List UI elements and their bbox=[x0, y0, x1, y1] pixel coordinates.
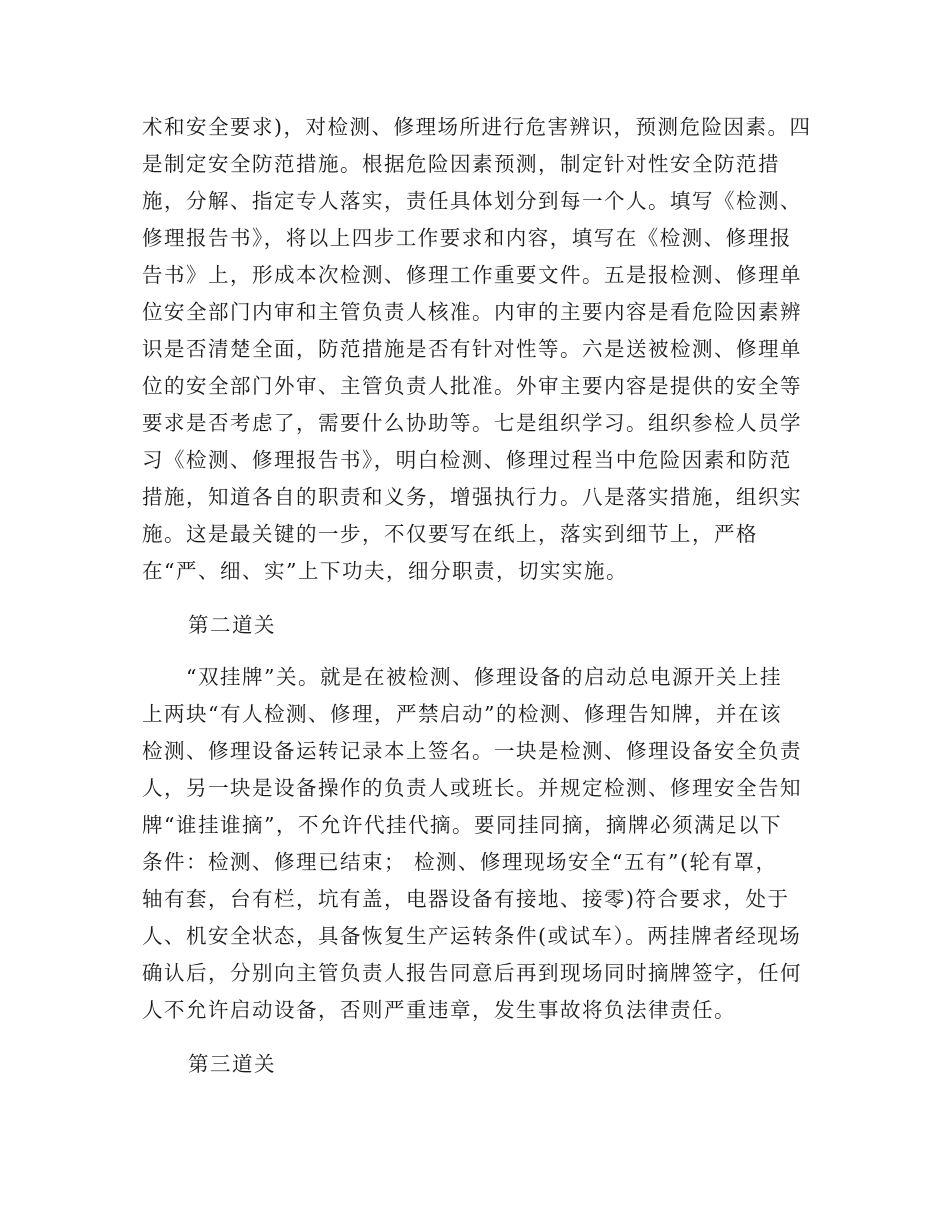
paragraph-line: 牌“谁挂谁摘”，不允许代挂代摘。要同挂同摘，摘牌必须满足以下 bbox=[142, 813, 782, 837]
paragraph-line: 告书》上，形成本次检测、修理工作重要文件。五是报检测、修理单 bbox=[142, 263, 802, 287]
paragraph-line: 位的安全部门外审、主管负责人批准。外审主要内容是提供的安全等 bbox=[142, 374, 802, 398]
paragraph-line: 确认后，分别向主管负责人报告同意后再到现场同时摘牌签字，任何 bbox=[142, 961, 802, 985]
paragraph-line: 术和安全要求)，对检测、修理场所进行危害辨识，预测危险因素。四 bbox=[142, 115, 812, 139]
paragraph-line: 识是否清楚全面，防范措施是否有针对性等。六是送被检测、修理单 bbox=[142, 337, 802, 361]
paragraph-line: 要求是否考虑了，需要什么协助等。七是组织学习。组织参检人员学 bbox=[142, 411, 802, 435]
paragraph-line: 检测、修理设备运转记录本上签名。一块是检测、修理设备安全负责 bbox=[142, 739, 802, 763]
paragraph-line: 位安全部门内审和主管负责人核准。内审的主要内容是看危险因素辨 bbox=[142, 300, 802, 324]
paragraph-line: 条件：检测、修理已结束； 检测、修理现场安全“五有”(轮有罩， bbox=[142, 850, 778, 874]
section-heading-2: 第二道关 bbox=[188, 613, 276, 637]
paragraph-line: 人、机安全状态，具备恢复生产运转条件(或试车）。两挂牌者经现场 bbox=[142, 924, 802, 948]
paragraph-line: 习《检测、修理报告书》，明白检测、修理过程当中危险因素和防范 bbox=[142, 448, 792, 472]
paragraph-line: 修理报告书》，将以上四步工作要求和内容，填写在《检测、修理报 bbox=[142, 226, 792, 250]
paragraph-line: 在“严、细、实”上下功夫，细分职责，切实实施。 bbox=[142, 559, 628, 583]
paragraph-line: 施，分解、指定专人落实，责任具体划分到每一个人。填写《检测、 bbox=[142, 189, 802, 213]
paragraph-line: 上两块“有人检测、修理，严禁启动”的检测、修理告知牌，并在该 bbox=[142, 702, 782, 726]
paragraph-line: 措施，知道各自的职责和义务，增强执行力。八是落实措施，组织实 bbox=[142, 485, 802, 509]
paragraph-line: 是制定安全防范措施。根据危险因素预测，制定针对性安全防范措 bbox=[142, 152, 780, 176]
section-heading-3: 第三道关 bbox=[188, 1052, 276, 1076]
paragraph-line: 轴有套，台有栏，坑有盖，电器设备有接地、接零)符合要求，处于 bbox=[142, 887, 790, 911]
paragraph-line: “双挂牌”关。就是在被检测、修理设备的启动总电源开关上挂 bbox=[142, 665, 782, 689]
paragraph-line: 人不允许启动设备，否则严重违章，发生事故将负法律责任。 bbox=[142, 998, 736, 1022]
paragraph-line: 施。这是最关键的一步，不仅要写在纸上，落实到细节上，严格 bbox=[142, 522, 758, 546]
paragraph-line: 人，另一块是设备操作的负责人或班长。并规定检测、修理安全告知 bbox=[142, 776, 802, 800]
